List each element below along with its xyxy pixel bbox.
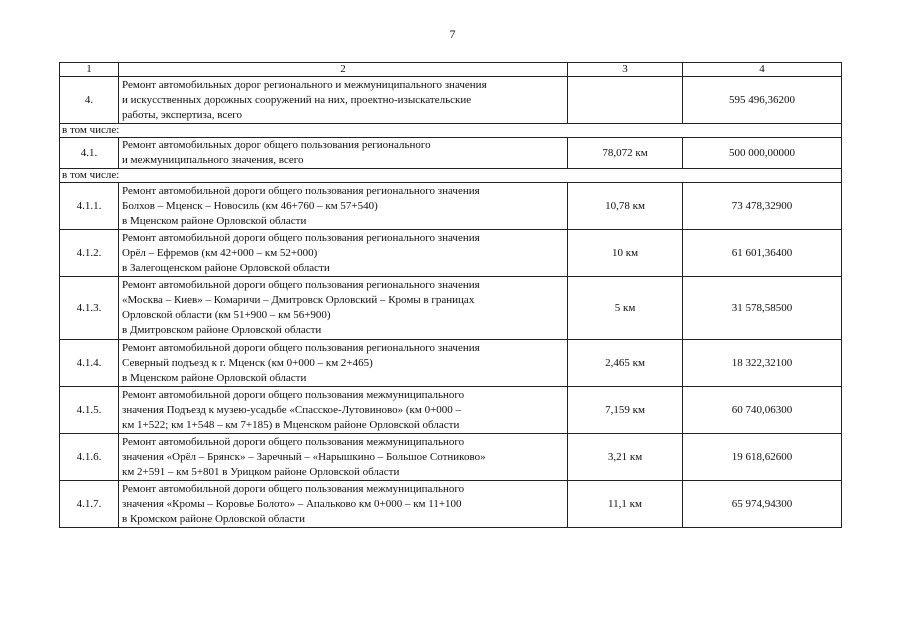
item-cost: 65 974,94300 xyxy=(683,481,842,528)
description-line: Орёл – Ефремов (км 42+000 – км 52+000) xyxy=(122,246,318,259)
item-length: 10,78 км xyxy=(568,183,683,230)
section-label-row xyxy=(60,169,842,183)
table-body xyxy=(60,63,842,528)
item-length: 5 км xyxy=(568,277,683,340)
description-line: «Москва – Киев» – Комаричи – Дмитровск Орловский – Кромы в границах xyxy=(122,294,475,306)
item-cost: 61 601,36400 xyxy=(683,230,842,277)
table-row xyxy=(60,277,842,340)
header-cell-1: 1 xyxy=(60,63,119,77)
item-description xyxy=(119,340,568,387)
item-length xyxy=(568,77,683,124)
item-description xyxy=(119,434,568,481)
description-line: Северный подъезд к г. Мценск (км 0+000 – км 2+465) xyxy=(122,356,373,369)
item-cost: 500 000,00000 xyxy=(683,138,842,169)
header-cell-2: 2 xyxy=(119,63,568,77)
description-line: Ремонт автомобильной дороги общего пользования межмуниципального xyxy=(122,388,465,401)
description-line: в Залегощенском районе Орловской области xyxy=(122,261,330,274)
table-row xyxy=(60,387,842,434)
description-line: Ремонт автомобильной дороги общего пользования межмуниципального xyxy=(122,482,465,495)
item-description xyxy=(119,230,568,277)
table-row xyxy=(60,434,842,481)
description-line: Ремонт автомобильной дороги общего пользования межмуниципального xyxy=(122,435,465,448)
section-label-row xyxy=(60,124,842,138)
description-line: и межмуниципального значения, всего xyxy=(122,154,304,166)
item-number: 4.1.3. xyxy=(60,277,119,340)
description-line: Ремонт автомобильных дорог регионального и межмуниципального значения xyxy=(122,78,487,91)
item-description xyxy=(119,277,568,340)
item-number: 4.1. xyxy=(60,138,119,169)
item-description xyxy=(119,183,568,230)
item-length: 2,465 км xyxy=(568,340,683,387)
table-row xyxy=(60,230,842,277)
item-number: 4. xyxy=(60,77,119,124)
description-line: км 2+591 – км 5+801 в Урицком районе Орловской области xyxy=(122,465,400,478)
description-line: Ремонт автомобильной дороги общего пользования регионального значения xyxy=(122,341,480,354)
table-row xyxy=(60,340,842,387)
item-length: 7,159 км xyxy=(568,387,683,434)
item-cost: 60 740,06300 xyxy=(683,387,842,434)
description-line: Ремонт автомобильной дороги общего пользования регионального значения xyxy=(122,231,480,244)
road-repair-table xyxy=(59,62,842,528)
item-length: 10 км xyxy=(568,230,683,277)
item-cost: 73 478,32900 xyxy=(683,183,842,230)
description-line: в Дмитровском районе Орловской области xyxy=(122,324,322,336)
item-cost: 18 322,32100 xyxy=(683,340,842,387)
description-line: значения Подъезд к музею-усадьбе «Спасское-Лутовиново» (км 0+000 – xyxy=(122,403,462,416)
item-description xyxy=(119,387,568,434)
item-number: 4.1.6. xyxy=(60,434,119,481)
description-line: в Мценском районе Орловской области xyxy=(122,371,307,384)
description-line: Ремонт автомобильной дороги общего пользования регионального значения xyxy=(122,184,480,197)
header-cell-4: 4 xyxy=(683,63,842,77)
description-line: Болхов – Мценск – Новосиль (км 46+760 – км 57+540) xyxy=(122,199,378,212)
header-cell-3: 3 xyxy=(568,63,683,77)
item-length: 11,1 км xyxy=(568,481,683,528)
description-line: в Кромском районе Орловской области xyxy=(122,512,305,525)
item-number: 4.1.5. xyxy=(60,387,119,434)
header-row xyxy=(60,63,842,77)
description-line: значения «Орёл – Брянск» – Заречный – «Нарышкино – Большое Сотниково» xyxy=(122,450,486,463)
description-line: и искусственных дорожных сооружений на них, проектно-изыскательские xyxy=(122,93,472,106)
item-description xyxy=(119,77,568,124)
description-line: км 1+522; км 1+548 – км 7+185) в Мценском районе Орловской области xyxy=(122,418,460,431)
description-line: работы, экспертиза, всего xyxy=(122,108,243,121)
item-number: 4.1.1. xyxy=(60,183,119,230)
item-cost: 19 618,62600 xyxy=(683,434,842,481)
item-description xyxy=(119,138,568,169)
item-length: 78,072 км xyxy=(568,138,683,169)
description-line: Ремонт автомобильных дорог общего пользования регионального xyxy=(122,139,431,151)
item-length: 3,21 км xyxy=(568,434,683,481)
item-number: 4.1.2. xyxy=(60,230,119,277)
item-cost: 595 496,36200 xyxy=(683,77,842,124)
item-cost: 31 578,58500 xyxy=(683,277,842,340)
description-line: Ремонт автомобильной дороги общего пользования регионального значения xyxy=(122,279,480,291)
section-label: в том числе: xyxy=(60,124,842,138)
table-row xyxy=(60,77,842,124)
page-number: 7 xyxy=(449,27,456,41)
item-number: 4.1.4. xyxy=(60,340,119,387)
table-row xyxy=(60,183,842,230)
section-label: в том числе: xyxy=(60,169,842,183)
item-number: 4.1.7. xyxy=(60,481,119,528)
table-row xyxy=(60,138,842,169)
description-line: Орловской области (км 51+900 – км 56+900) xyxy=(122,309,331,321)
table-row xyxy=(60,481,842,528)
item-description xyxy=(119,481,568,528)
description-line: в Мценском районе Орловской области xyxy=(122,214,307,227)
description-line: значения «Кромы – Коровье Болото» – Апальково км 0+000 – км 11+100 xyxy=(122,497,462,510)
